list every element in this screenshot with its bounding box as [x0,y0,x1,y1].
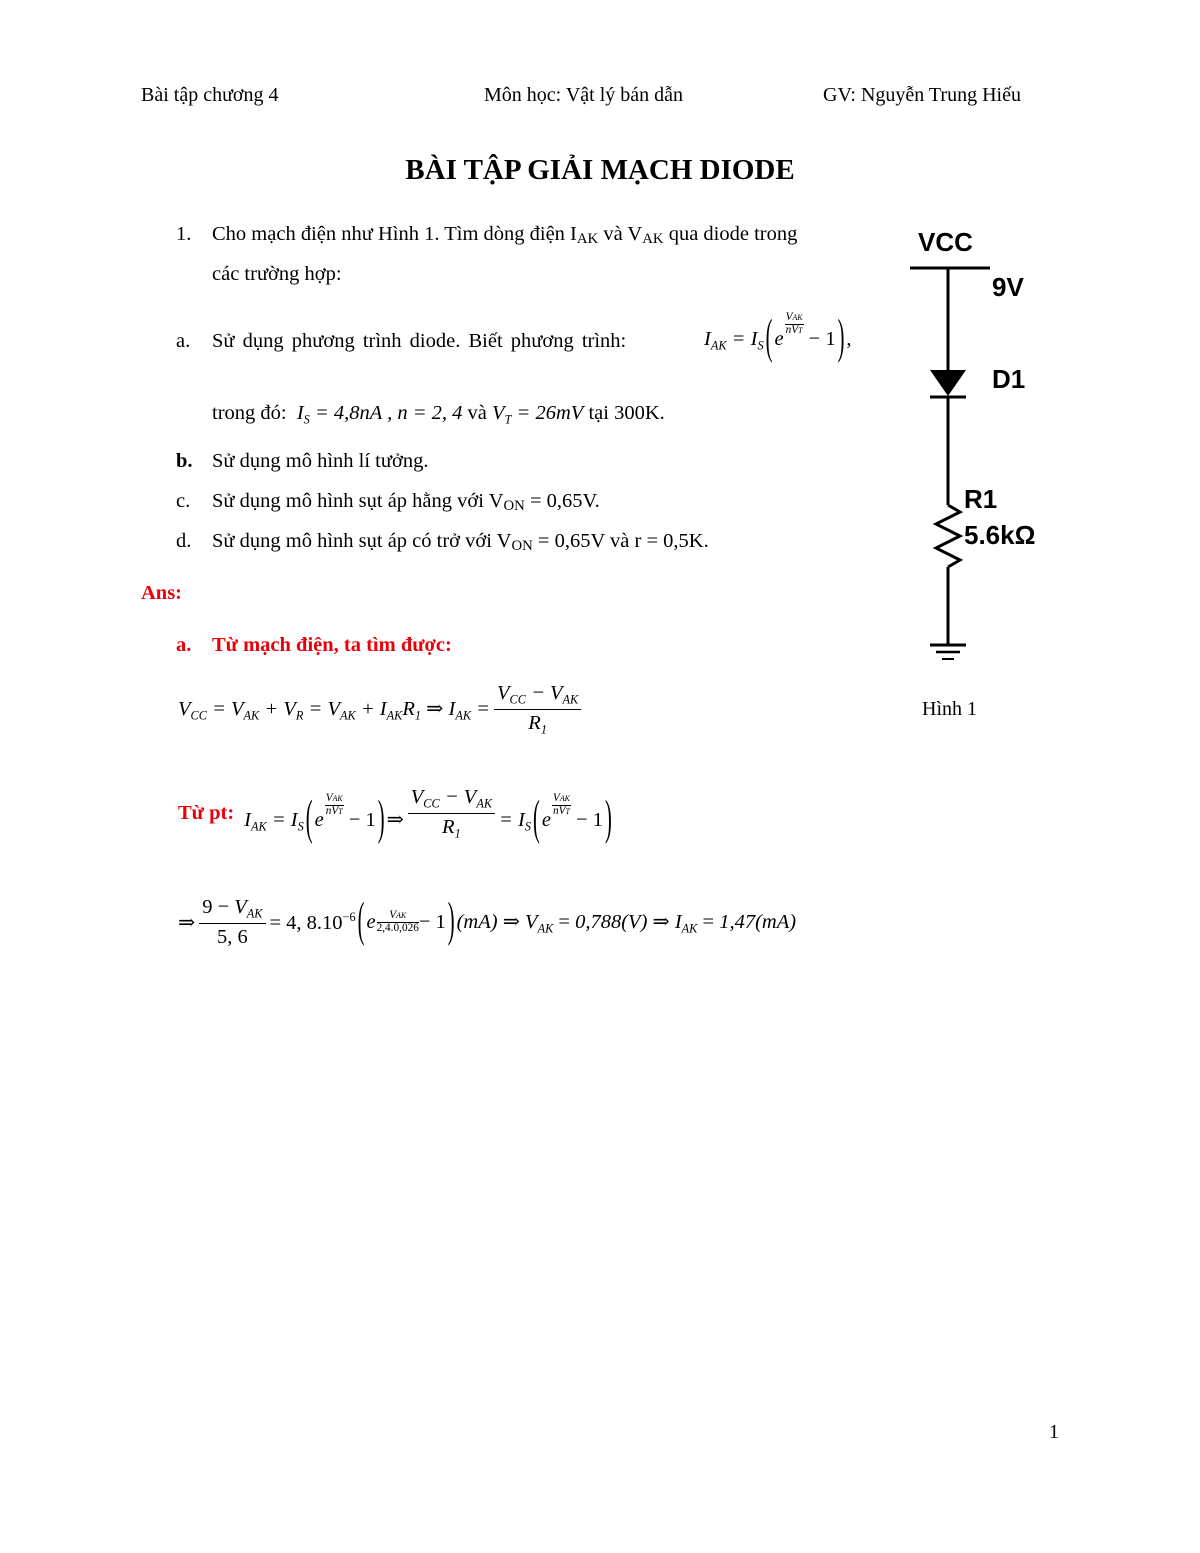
kvl-equation: $V_{CC} = V_{AK} + V_R = V_{AK} + I_{AK}R_1$ ⇒ $I_{AK}$ = $\frac{V_{CC} - V_{AK}}{R_1}$ [178,682,585,738]
item-c-text: Sử dụng mô hình sụt áp hằng với VON = 0,65V. [212,490,600,514]
resistor-value: 5.6kΩ [964,520,1036,550]
item-b-text: Sử dụng mô hình lí tưởng. [212,450,429,472]
resistor-icon [936,505,960,567]
vcc-value: 9V [992,272,1024,302]
header-left: Bài tập chương 4 [141,84,279,106]
answer-label: Ans: [141,582,183,604]
diode-substitution-equation: Từ pt: $I_{AK} = I_S(e$ VAK nVT − 1)⇒ $\frac{V_{CC} - V_{AK}}{R_1}$ = $I_S(e$ VAK nVT − 1) [178,786,612,846]
solution-equation: ⇒ $\frac{9 - V_{AK}}{5, 6}$ = 4, $8.10^{-6}$ ( e VAK 2,4.0,026 − 1 ) (mA) ⇒ $V_{AK}$ = 0,788(V) ⇒ $I_{AK}$ = 1,47(mA) [178,895,797,949]
header-right: GV: Nguyễn Trung Hiếu [823,84,1021,106]
problem-line-1: Cho mạch điện như Hình 1. Tìm dòng điện IAK và VAK qua diode trong [212,223,798,247]
item-d-text: Sử dụng mô hình sụt áp có trở với VON = 0,65V và r = 0,5K. [212,530,709,554]
item-c-label: c. [176,490,191,512]
diode-equation: $I_{AK} = I_S(e$ VAK nVT − 1), [704,311,852,365]
item-d-label: d. [176,530,192,552]
item-b-label: b. [176,450,193,472]
resistor-label: R1 [964,484,998,514]
diode-icon [930,370,966,396]
circuit-diagram [900,225,1050,675]
answer-a-label: a. [176,634,192,656]
result-vak: 0,788(V) [575,911,648,934]
page-title: BÀI TẬP GIẢI MẠCH DIODE [405,154,795,186]
item-a-text: Sử dụng phương trình diode. Biết phương trình: [212,330,627,352]
ground-icon [930,645,966,659]
answer-a-heading: Từ mạch điện, ta tìm được: [212,634,452,656]
figure-caption: Hình 1 [922,698,977,720]
problem-line-2: các trường hợp: [212,263,342,285]
problem-number: 1. [176,223,192,245]
item-a-label: a. [176,330,191,352]
diode-label: D1 [992,364,1026,394]
item-a-params: trong đó: $I_S = 4,8nA$ , n = 2, 4 và $V_T = 26mV$ tại 300K. [212,402,665,427]
result-iak: 1,47(mA) [719,911,797,934]
header-center: Môn học: Vật lý bán dẫn [484,84,684,106]
pt-label: Từ pt: [178,802,235,825]
page-number: 1 [1049,1421,1059,1443]
vcc-label: VCC [918,227,973,257]
